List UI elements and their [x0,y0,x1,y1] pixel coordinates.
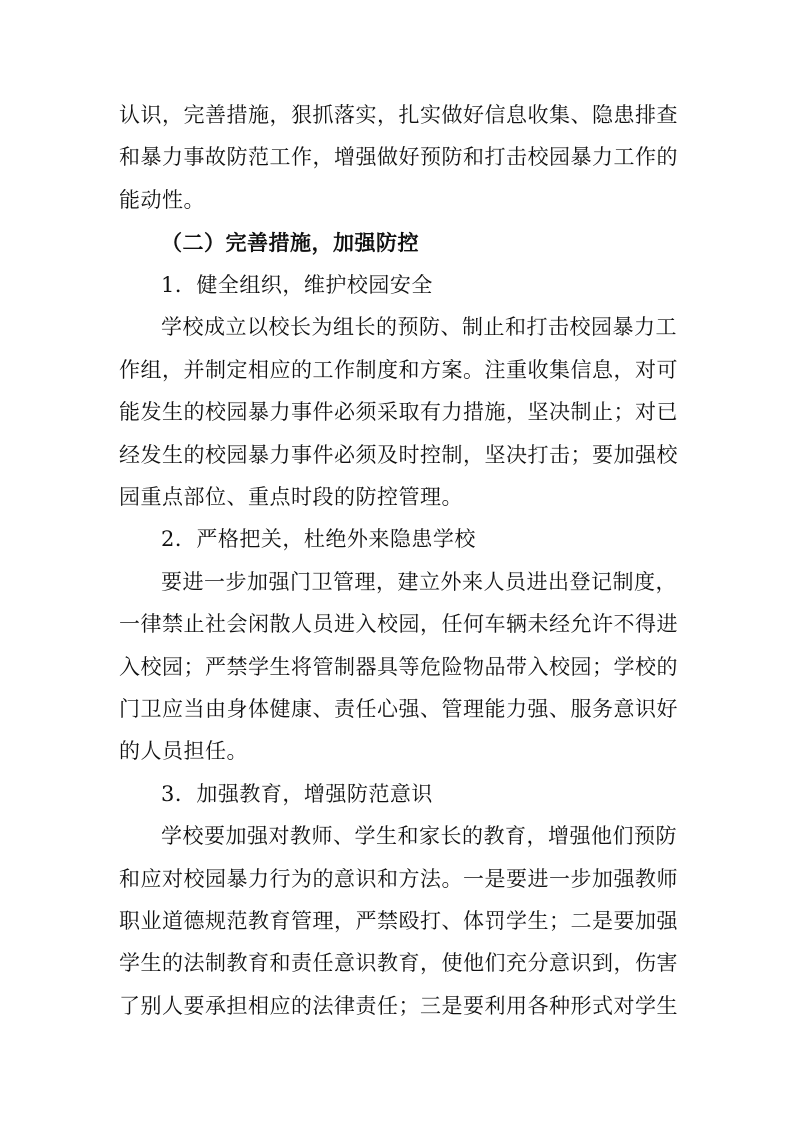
paragraph-line: 一律禁止社会闲散人员进入校园，任何车辆未经允许不得进 [119,612,678,636]
paragraph-line: 门卫应当由身体健康、责任心强、管理能力强、服务意识好 [119,697,678,721]
paragraph-line: 学校要加强对教师、学生和家长的教育，增强他们预防 [161,824,677,848]
subsection-title: 2．严格把关，杜绝外来隐患学校 [161,527,476,551]
paragraph-line: 要进一步加强门卫管理，建立外来人员进出登记制度， [161,570,677,594]
paragraph-line: 园重点部位、重点时段的防控管理。 [119,485,463,509]
subsection-title: 3．加强教育，增强防范意识 [161,782,433,806]
paragraph-line: 了别人要承担相应的法律责任；三是要利用各种形式对学生 [119,994,678,1018]
paragraph-line: 能动性。 [119,188,205,212]
paragraph-line: 职业道德规范教育管理，严禁殴打、体罚学生；二是要加强 [119,909,678,933]
paragraph-line: 能发生的校园暴力事件必须采取有力措施，坚决制止；对已 [119,400,678,424]
paragraph-line: 学校成立以校长为组长的预防、制止和打击校园暴力工 [161,315,677,339]
paragraph-line: 的人员担任。 [119,739,248,763]
subsection-title: 1．健全组织，维护校园安全 [161,273,433,297]
paragraph-line: 入校园；严禁学生将管制器具等危险物品带入校园；学校的 [119,655,678,679]
paragraph-line: 和暴力事故防范工作，增强做好预防和打击校园暴力工作的 [119,145,678,169]
paragraph-line: 经发生的校园暴力事件必须及时控制，坚决打击；要加强校 [119,443,678,467]
paragraph-line: 学生的法制教育和责任意识教育，使他们充分意识到，伤害 [119,951,678,975]
paragraph-line: 和应对校园暴力行为的意识和方法。一是要进一步加强教师 [119,867,678,891]
section-heading: （二）完善措施，加强防控 [161,231,419,255]
paragraph-line: 认识，完善措施，狠抓落实，扎实做好信息收集、隐患排查 [119,103,678,127]
paragraph-line: 作组，并制定相应的工作制度和方案。注重收集信息，对可 [119,358,678,382]
